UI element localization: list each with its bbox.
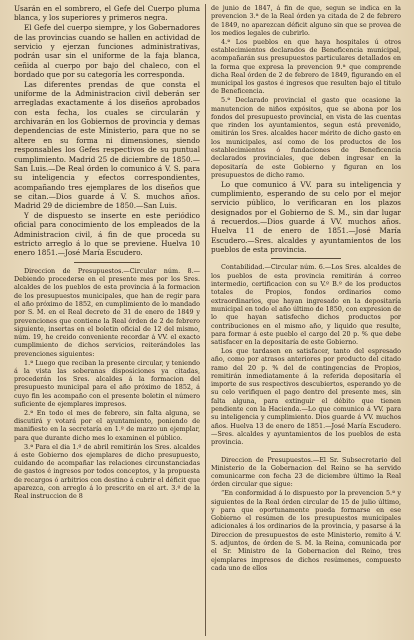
paragraph: Direccion de Presupuestos.—Circular núm. 8.—Debiendo procederse en el presente mes por los Sres. alcaldes de los pueblos de esta provincia á la formacion de los presupuestos municipales, que han de regir para el año próximo de 1852, en cumplimiento de lo mandado por S. M. en el Real decreto de 31 de enero de 1849 y prevenciones que contiene la Real órden de 2 de febrero siguiente, insertas en el boletin oficial de 12 del mismo, núm. 19, he creido conveniente recordar á VV. el exacto cumplimiento de dichos servicios, reiterándoles las prevenciones siguientes: [14, 266, 200, 358]
paragraph: Lo que comunico á VV. para su inteligencia y cumplimiento, esperando de su celo por el mejor servicio público, lo verificaran en los plazos designados por el Gobierno de S. M., sin dar lugar á recuerdos.—Dios guarde á VV. muchos años. Huelva 11 de enero de 1851.—José María Escudero.—Sres. alcaldes y ayuntamientos de los pueblos de esta provincia. [211, 179, 401, 255]
paragraph: Los que tardasen en satisfacer, tanto del espresado año, como por atrasos anteriores por producto del citado ramo del 20 p. % del de contingencias de Propios, remitirán inmediatamente á la referida depositaría el importe de sus respectivos descubiertos, esperando yo de su celo verifiquen el pago dentro del presente mes, sin falta alguna, para extinguir el débito que tienen pendiente con la Hacienda.—Lo que comunico á VV. para su inteligencia y cumplimiento. Dios guarde á VV. muchos años. Huelva 13 de enero de 1851.—José María Escudero.—Sres. alcaldes y ayuntamientos de los pueblos de esta provincia. [211, 346, 401, 447]
paragraph: “En conformidad á lo dispuesto por la prevencion 5.ª y siguientes de la Real órden circular de 15 de julio último, y para que oportunamente pueda formarse en ese Gobierno el resúmen de los presupuestos municipales adicionales á los ordinarios de la provincia, y pasarse á la Direccion de presupuestos de este Ministerio, remito á V. S. adjuntos, de órden de S. M. la Reina, comunicada por el Sr. Ministro de la Gobernacion del Reino, tres ejemplares impresos de dichos resúmenes, compuesto cada uno de ellos [211, 489, 401, 572]
paragraph: 5.ª Declarado provincial el gasto que ocasione la manutencion de niños expósitos, que se abona por los fondos del presupuesto provincial, en vista de las cuentas que rinden los ayuntamientos, segun está prevenido, omitirán los Sres. alcaldes hacer mérito de dicho gasto en los municipales, así como de los productos de los establecimientos ó fundaciones de Beneficencia declarados provinciales, que deben ingresar en la depositaría de este Gobierno y figuran en los presupuestos de dicho ramo. [211, 96, 401, 179]
left-column [14, 4, 200, 636]
paragraph: Usarán en el sombrero, el Gefe del Cuerpo pluma blanca, y los superiores y primeros negra. [14, 4, 200, 23]
paragraph: 1.ª Luego que reciban la presente circular, y teniendo á la vista las soberanas disposiciones ya citadas, procederán los Sres. alcaldes á la formacion del presupuesto municipal para el año próximo de 1852, á cuyo fin les acompaño con el presente boletin el número suficiente de ejemplares impresos. [14, 358, 200, 409]
section-rule [74, 262, 140, 263]
section-rule [271, 258, 341, 259]
paragraph: 2.ª En todo el mes de febrero, sin falta alguna, se discutirá y votará por el ayuntamiento, poniendo de manifiesto en la secretaría en 1.º de marzo un ejemplar, para que durante dicho mes lo examinen el público. [14, 408, 200, 442]
paragraph: Las diferentes prendas de que consta el uniforme de la Administracion civil deberán ser arregladas exactamente á los diseños aprobados con esta fecha, los cuales se circularán y archivarán en los Gobiernos de provincia y demas dependencias de este Ministerio, para que no se altere en su forma ni dimensiones, siendo responsables los Gefes respectivos de su puntual cumplimiento. Madrid 25 de diciembre de 1850.—San Luis.—De Real órden lo comunico á V. S. para su inteligencia y efectos correspondientes, acompañando tres ejemplares de los diseños que se citan.—Dios guarde á V. S. muchos años. Madrid 29 de diciembre de 1850.—San Luis. [14, 79, 200, 211]
paragraph: Direccion de Presupuestos.—El Sr. Subsecretario del Ministerio de la Gobernacion del Reino se ha servido comunicarme con fecha 23 de diciembre último la Real órden circular que sigue: [211, 455, 401, 489]
paragraph: 3.ª Para el dia 1.º de abril remitirán los Sres. alcaldes á este Gobierno dos ejemplares de dicho presupuesto, cuidando de acompañar las relaciones circunstanciadas de gastos é ingresos por todos conceptos, y la propuesta de recargos ó arbitrios con destino á cubrir el déficit que aparezca, con arreglo á lo prescrito en el art. 3.º de la Real instruccion de 8 [14, 442, 200, 501]
column-divider [205, 4, 206, 636]
section-rule [271, 451, 341, 452]
right-column [211, 4, 401, 636]
paragraph: Contabilidad.—Circular núm. 6.—Los Sres. alcaldes de los pueblos de esta provincia remitirán á correo intermedio, certificacion con su V.º B.º de los productos totales de Propios, fondos ordinarios como extraordinarios, que hayan ingresado en la depositaría municipal en todo el año último de 1850, con expresion de lo que hayan satisfecho dichos productos por contribuciones en el mismo año, y liquido que resulte, para formar á este pueblo el cargo del 20 p. % que debe satisfacer en la depositaría de este Gobierno. [211, 263, 401, 347]
paragraph: Y de dispuesto se inserte en este periódico oficial para conocimiento de los empleados de la Administracion civil, á fin de que proceda su estricto arreglo á lo que se previene. Huelva 10 enero 1851.—José María Escudero. [14, 211, 200, 258]
paragraph: de junio de 1847, á fin de que, segun se indica en la prevencion 3.ª de la Real órden ya citada de 2 de febrero de 1849, no aparezcan déficit alguno sin que se provea de los medios legales de cubrirlo. [211, 4, 401, 37]
paragraph: El Gefe del cuerpo siempre, y los Gobernadores de las provincias cuando se hallen en actividad de servicio y ejerzan funciones administrativas, podrán usar sin el uniforme de la faja blanca, ceñida al cuerpo por bajo del chaleco, con el bordado que por su categoría les corresponda. [14, 23, 200, 79]
paragraph: 4.ª Los pueblos en que haya hospitales ú otros establecimientos declarados de Beneficencia municipal, acompañarán sus presupuestos particulares detallados en la forma que expresa la prevencion 9.ª que comprende dicha Real órden de 2 de febrero de 1849, figurando en el municipal los gastos é ingresos que resulten bajo el titulo de Beneficencia. [211, 37, 401, 96]
